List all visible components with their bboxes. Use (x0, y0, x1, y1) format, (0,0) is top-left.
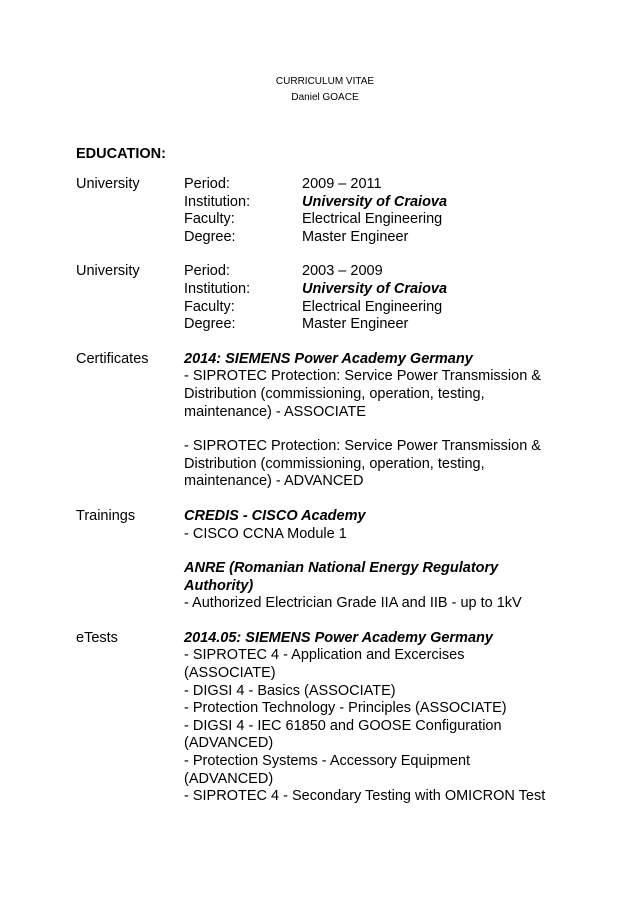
certificate-title: 2014: SIEMENS Power Academy Germany (184, 350, 473, 367)
certificate-line: Distribution (commissioning, operation, testing, (184, 385, 485, 402)
training-block (184, 560, 576, 613)
etest-line: - DIGSI 4 - Basics (ASSOCIATE) (184, 682, 396, 699)
etests-title: 2014.05: SIEMENS Power Academy Germany (184, 629, 493, 646)
certificates-details (184, 351, 576, 491)
certificate-line: maintenance) - ASSOCIATE (184, 403, 366, 420)
certificate-line: - SIPROTEC Protection: Service Power Transmission & (184, 368, 541, 385)
university-entry (76, 176, 576, 246)
trainings-entry (76, 508, 576, 613)
university-details (184, 176, 576, 246)
row-label: University (76, 263, 140, 280)
field-key: Degree: (184, 228, 236, 245)
field-degree (184, 229, 576, 247)
etest-line: (ADVANCED) (184, 770, 274, 787)
etest-line: - Protection Technology - Principles (ASSOCIATE) (184, 700, 507, 717)
field-faculty (184, 211, 576, 229)
training-title: CREDIS - CISCO Academy (184, 507, 366, 524)
field-institution (184, 194, 576, 212)
university-entry (76, 263, 576, 333)
field-value: University of Craiova (302, 193, 448, 210)
training-block (184, 508, 576, 543)
field-key: Faculty: (184, 298, 235, 315)
row-label: Certificates (76, 350, 149, 367)
field-value: 2009 – 2011 (302, 176, 382, 192)
education-heading: EDUCATION: (76, 146, 166, 162)
etest-line: - SIPROTEC 4 - Application and Excercises (184, 647, 465, 664)
field-value: Master Engineer (302, 316, 409, 333)
row-label: eTests (76, 629, 118, 646)
etest-line: - Protection Systems - Accessory Equipment (184, 753, 471, 770)
university-details (184, 263, 576, 333)
field-value: Master Engineer (302, 228, 409, 245)
training-line: - Authorized Electrician Grade IIA and IIB - up to 1kV (184, 595, 522, 612)
etests-details (184, 630, 576, 806)
certificate-block (184, 351, 576, 421)
field-degree (184, 316, 576, 334)
etest-line: (ADVANCED) (184, 735, 274, 752)
etest-line: (ASSOCIATE) (184, 665, 276, 682)
field-value: Electrical Engineering (302, 211, 443, 228)
etest-line: - SIPROTEC 4 - Secondary Testing with OMICRON Test (184, 788, 546, 805)
field-period (184, 263, 576, 281)
field-period (184, 176, 576, 194)
field-key: Degree: (184, 316, 236, 333)
field-institution (184, 281, 576, 299)
certificate-line: maintenance) - ADVANCED (184, 473, 364, 490)
field-key: Period: (184, 176, 230, 192)
field-value: University of Craiova (302, 280, 448, 297)
training-title: Authority) (184, 577, 254, 594)
training-line: - CISCO CCNA Module 1 (184, 525, 347, 542)
field-value: Electrical Engineering (302, 298, 443, 315)
field-key: Institution: (184, 193, 251, 210)
education-section (76, 176, 576, 823)
field-key: Faculty: (184, 211, 235, 228)
row-label: University (76, 176, 140, 192)
certificate-line: Distribution (commissioning, operation, testing, (184, 455, 485, 472)
cv-name: Daniel GOACE (291, 92, 359, 103)
field-key: Institution: (184, 280, 251, 297)
certificates-entry (76, 351, 576, 491)
cv-title: CURRICULUM VITAE (275, 76, 375, 87)
trainings-details (184, 508, 576, 613)
certificate-block (184, 438, 576, 491)
training-title: ANRE (Romanian National Energy Regulatory (184, 560, 499, 577)
field-value: 2003 – 2009 (302, 263, 383, 280)
row-label: Trainings (76, 507, 136, 524)
etests-entry (76, 630, 576, 806)
cv-header (0, 74, 638, 106)
field-key: Period: (184, 263, 230, 280)
certificate-line: - SIPROTEC Protection: Service Power Transmission & (184, 438, 541, 455)
etest-line: - DIGSI 4 - IEC 61850 and GOOSE Configuration (184, 717, 502, 734)
field-faculty (184, 299, 576, 317)
